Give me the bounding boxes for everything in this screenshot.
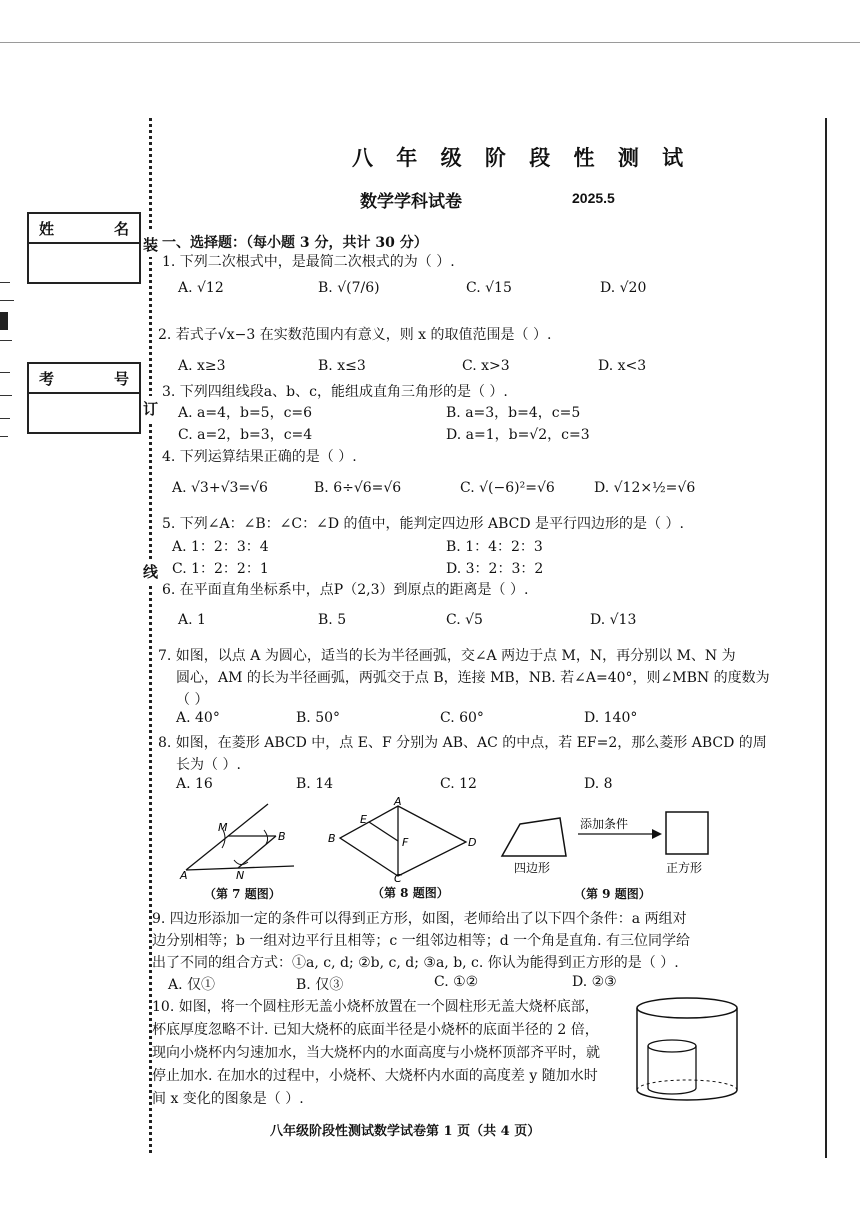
option-d: D. √20 (600, 280, 647, 296)
question-stem: 6. 在平面直角坐标系中，点P（2,3）到原点的距离是（ ）. (162, 582, 529, 598)
option-b: B. 仅③ (296, 977, 344, 993)
option-d: D. √12×½=√6 (594, 480, 696, 496)
option-c: C. √15 (466, 280, 512, 296)
figure-8-caption: （第 8 题图） (372, 886, 449, 900)
question-stem-line: 10. 如图，将一个圆柱形无盖小烧杯放置在一个圆柱形无盖大烧杯底部， (152, 999, 599, 1015)
option-a: A. 16 (176, 776, 213, 792)
fig7-label-a: A (180, 869, 188, 880)
fig7-label-n: N (236, 869, 245, 880)
page-subtitle: 数学学科试卷 (360, 192, 462, 212)
fig7-label-b: B (278, 830, 286, 843)
page-top-border (0, 42, 860, 43)
question-stem: 2. 若式子√x−3 在实数范围内有意义，则 x 的取值范围是（ ）. (158, 327, 552, 343)
option-c: C. √(−6)²=√6 (460, 480, 555, 496)
fig8-label-e: E (360, 813, 367, 826)
option-a: A. √3+√3=√6 (172, 480, 268, 496)
fig9-arrow-label: 添加条件 (580, 817, 629, 831)
page-title: 八 年 级 阶 段 性 测 试 (352, 145, 692, 170)
fig8-label-b: B (328, 832, 336, 845)
question-stem-line: 8. 如图，在菱形 ABCD 中，点 E、F 分别为 AB、AC 的中点，若 EF=2，那么菱形 ABCD 的周 (158, 735, 767, 751)
option-c: C. a=2，b=3，c=4 (178, 427, 313, 443)
exam-date: 2025.5 (572, 190, 615, 206)
option-b: B. 50° (296, 710, 341, 726)
fig8-label-f: F (402, 836, 409, 849)
question-stem-line: 边分别相等；b 一组对边平行且相等；c 一组邻边相等；d 一个角是直角. 有三位同学给 (152, 933, 691, 949)
question-stem-line: 停止加水. 在加水的过程中，小烧杯、大烧杯内水面的高度差 y 随加水时 (152, 1068, 598, 1084)
option-a: A. 40° (176, 710, 220, 726)
option-a: A. √12 (178, 280, 224, 296)
option-b: B. 5 (318, 612, 347, 628)
name-label-right: 名 (113, 219, 129, 238)
section-title: 一、选择题：（每小题 3 分，共计 30 分） (162, 235, 428, 251)
option-a: A. 仅① (168, 977, 216, 993)
figure-8 (326, 796, 478, 882)
figure-7 (178, 798, 296, 880)
option-b: B. √(7/6) (318, 280, 380, 296)
question-stem: 3. 下列四组线段a、b、c，能组成直角三角形的是（ ）. (162, 384, 508, 400)
option-d: D. x<3 (598, 358, 647, 374)
name-label-left: 姓 (39, 219, 55, 238)
question-stem-line: 圆心，AM 的长为半径画弧，两弧交于点 B，连接 MB，NB. 若∠A=40°，则∠MBN 的度数为 (176, 670, 770, 686)
option-d: D. 3：2：3：2 (446, 561, 544, 577)
binding-char-zhuang: 装 (143, 232, 158, 257)
option-a: A. a=4，b=5，c=6 (178, 405, 313, 421)
option-d: D. 8 (584, 776, 613, 792)
question-stem: 5. 下列∠A：∠B：∠C：∠D 的值中，能判定四边形 ABCD 是平行四边形的是（ ）. (162, 516, 684, 532)
student-name-box (27, 212, 141, 284)
id-label-left: 考 (39, 369, 55, 388)
question-stem-line: 7. 如图，以点 A 为圆心，适当的长为半径画弧，交∠A 两边于点 M，N，再分别以 M、N 为 (158, 648, 736, 664)
right-margin-rule (825, 118, 827, 1158)
question-stem: 4. 下列运算结果正确的是（ ）. (162, 449, 357, 465)
option-b: B. 6÷√6=√6 (314, 480, 402, 496)
question-stem-line: 9. 四边形添加一定的条件可以得到正方形，如图，老师给出了以下四个条件：a 两组对 (152, 911, 687, 927)
figure-9-caption: （第 9 题图） (574, 887, 651, 901)
question-stem: 1. 下列二次根式中，是最简二次根式的为（ ）. (162, 254, 455, 270)
fig8-label-c: C (394, 872, 402, 882)
binding-char-ding: 订 (143, 396, 158, 421)
fig9-right-label: 正方形 (666, 861, 703, 875)
option-b: B. 14 (296, 776, 334, 792)
option-a: A. 1 (178, 612, 206, 628)
fig8-label-a: A (394, 796, 402, 808)
option-b: B. a=3，b=4，c=5 (446, 405, 581, 421)
question-stem-line: 现向小烧杯内匀速加水，当大烧杯内的水面高度与小烧杯顶部齐平时，就 (152, 1045, 600, 1061)
option-c: C. ①② (434, 974, 479, 990)
option-b: B. x≤3 (318, 358, 366, 374)
option-a: A. x≥3 (178, 358, 226, 374)
fig9-left-label: 四边形 (514, 861, 551, 875)
option-d: D. a=1，b=√2，c=3 (446, 427, 590, 443)
figure-7-caption: （第 7 题图） (204, 887, 281, 901)
figure-9 (496, 808, 718, 880)
option-b: B. 1：4：2：3 (446, 539, 543, 555)
question-stem-line: 间 x 变化的图象是（ ）. (152, 1091, 304, 1107)
question-stem-line: 长为（ ）. (176, 757, 241, 773)
page-footer: 八年级阶段性测试数学试卷第 1 页（共 4 页） (270, 1124, 541, 1139)
option-c: C. 60° (440, 710, 484, 726)
option-c: C. 1：2：2：1 (172, 561, 269, 577)
option-c: C. x>3 (462, 358, 510, 374)
fig7-label-m: M (218, 821, 228, 834)
option-d: D. 140° (584, 710, 638, 726)
option-d: D. √13 (590, 612, 637, 628)
student-id-box (27, 362, 141, 434)
option-c: C. 12 (440, 776, 477, 792)
question-stem-line: （ ） (176, 692, 209, 708)
question-stem-line: 杯底厚度忽略不计. 已知大烧杯的底面半径是小烧杯的底面半径的 2 倍， (152, 1022, 599, 1038)
option-d: D. ②③ (572, 974, 617, 990)
binding-char-xian: 线 (143, 559, 158, 584)
fig8-label-d: D (468, 836, 477, 849)
option-a: A. 1：2：3：4 (172, 539, 269, 555)
question-stem-line: 出了不同的组合方式：①a, c, d; ②b, c, d; ③a, b, c. 你认为能得到正方形的是（ ）. (152, 955, 679, 971)
id-label-right: 号 (113, 369, 129, 388)
figure-10-beakers (632, 994, 742, 1108)
option-c: C. √5 (446, 612, 483, 628)
